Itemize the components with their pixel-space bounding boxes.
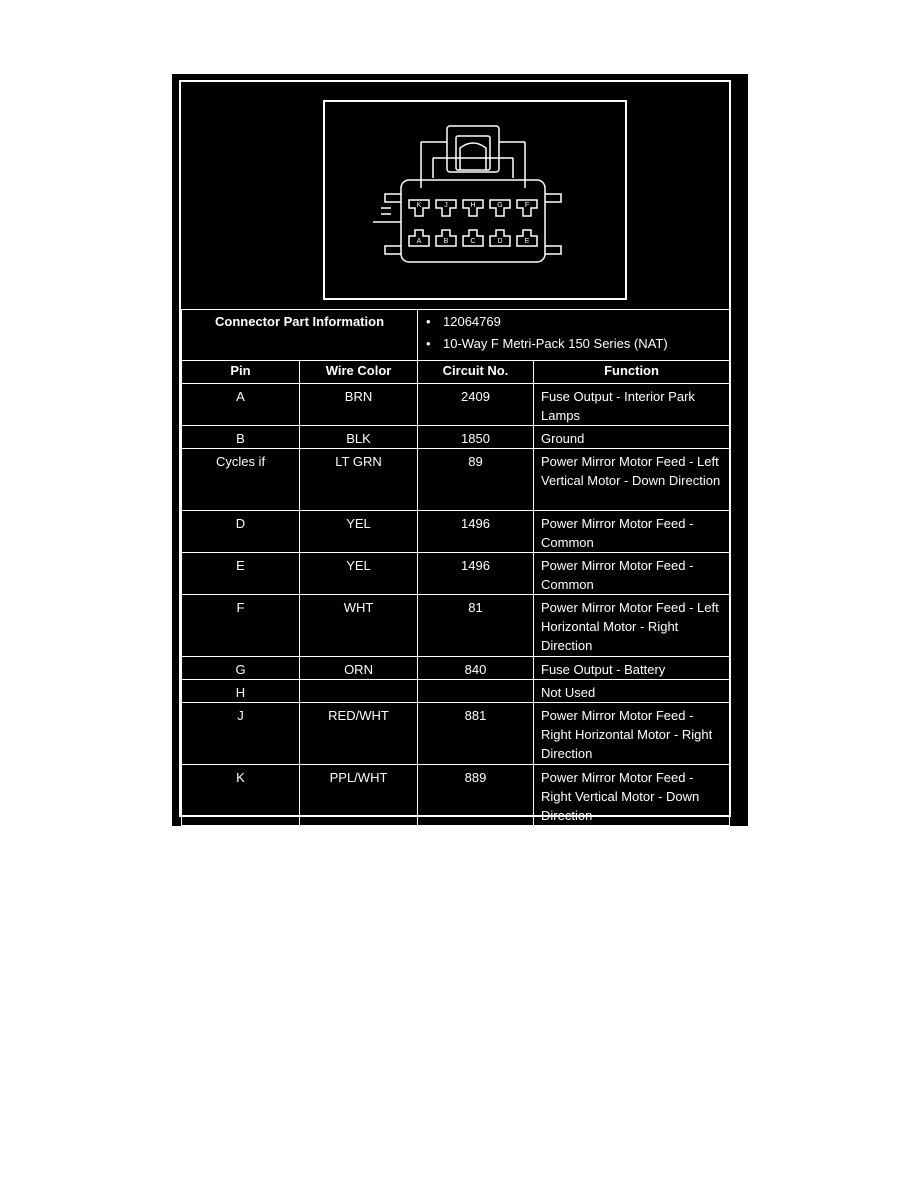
connector-info-row (182, 310, 730, 361)
wire-color-cell (300, 680, 418, 703)
function-cell: Power Mirror Motor Feed - Common (534, 511, 730, 553)
pin-cell: F (182, 595, 300, 657)
table-row (182, 680, 730, 703)
circuit-cell: 881 (418, 703, 534, 765)
pin-cell: K (182, 765, 300, 826)
table-row (182, 426, 730, 449)
function-cell: Fuse Output - Interior Park Lamps (534, 384, 730, 426)
header-wire-color: Wire Color (300, 361, 418, 384)
pin-cavity-j (436, 200, 456, 216)
pin-cavity-d (490, 230, 510, 246)
circuit-cell: 1496 (418, 511, 534, 553)
pin-cell: G (182, 657, 300, 680)
function-cell: Power Mirror Motor Feed - Right Vertical Motor - Down Direction (534, 765, 730, 826)
header-function: Function (534, 361, 730, 384)
circuit-cell: 89 (418, 449, 534, 511)
function-cell: Power Mirror Motor Feed - Left Vertical Motor - Down Direction (534, 449, 730, 511)
pin-cavity-f (517, 200, 537, 216)
wire-color-cell: BLK (300, 426, 418, 449)
table-row (182, 553, 730, 595)
circuit-cell (418, 680, 534, 703)
connector-info-values (418, 310, 730, 361)
wire-color-cell: RED/WHT (300, 703, 418, 765)
pin-cavity-c (463, 230, 483, 246)
circuit-cell: 1850 (418, 426, 534, 449)
header-circuit-no: Circuit No. (418, 361, 534, 384)
function-cell: Power Mirror Motor Feed - Left Horizontal Motor - Right Direction (534, 595, 730, 657)
pin-letter: A (416, 238, 422, 245)
header-pin: Pin (182, 361, 300, 384)
pin-cell: B (182, 426, 300, 449)
pin-cavity-b (436, 230, 456, 246)
table-row (182, 703, 730, 765)
wire-color-cell: YEL (300, 553, 418, 595)
connector-series: • 10-Way F Metri-Pack 150 Series (NAT) (426, 333, 729, 355)
table-row (182, 595, 730, 657)
function-cell: Power Mirror Motor Feed - Common (534, 553, 730, 595)
connector-drawing (325, 102, 625, 298)
pin-cavity-k (409, 200, 429, 216)
connector-info-label: Connector Part Information (182, 310, 418, 361)
function-cell: Ground (534, 426, 730, 449)
pin-letter: G (497, 202, 503, 209)
pin-cavity-e (517, 230, 537, 246)
pin-cell: Cycles if (182, 449, 300, 511)
pin-cell: E (182, 553, 300, 595)
wire-color-cell: ORN (300, 657, 418, 680)
pin-letter: C (470, 238, 476, 245)
document-panel (172, 74, 748, 826)
circuit-cell: 1496 (418, 553, 534, 595)
pin-cell: D (182, 511, 300, 553)
function-cell: Power Mirror Motor Feed - Right Horizontal Motor - Right Direction (534, 703, 730, 765)
wire-color-cell: BRN (300, 384, 418, 426)
pin-letter: F (524, 202, 530, 209)
table-row (182, 765, 730, 826)
table-row (182, 657, 730, 680)
pin-letter: B (443, 238, 449, 245)
document-frame (179, 80, 731, 823)
function-cell: Not Used (534, 680, 730, 703)
header-row (182, 361, 730, 384)
pinout-table (181, 309, 730, 826)
connector-diagram (323, 100, 627, 300)
pin-cavity-g (490, 200, 510, 216)
wire-color-cell: LT GRN (300, 449, 418, 511)
circuit-cell: 889 (418, 765, 534, 826)
wire-color-cell: YEL (300, 511, 418, 553)
wire-color-cell: PPL/WHT (300, 765, 418, 826)
pin-cell: A (182, 384, 300, 426)
function-cell: Fuse Output - Battery (534, 657, 730, 680)
pin-letter: J (444, 202, 448, 209)
table-row (182, 384, 730, 426)
pin-letter: K (416, 202, 422, 209)
pin-letter: D (497, 238, 503, 245)
pin-cell: H (182, 680, 300, 703)
pin-cavity-a (409, 230, 429, 246)
circuit-cell: 81 (418, 595, 534, 657)
table-row (182, 449, 730, 511)
table-row (182, 511, 730, 553)
wire-color-cell: WHT (300, 595, 418, 657)
pin-cavities (409, 200, 537, 246)
circuit-cell: 2409 (418, 384, 534, 426)
circuit-cell: 840 (418, 657, 534, 680)
pin-cavity-h (463, 200, 483, 216)
pin-cell: J (182, 703, 300, 765)
part-number: • 12064769 (426, 311, 729, 333)
pin-letter: H (470, 202, 476, 209)
pin-letter: E (524, 238, 530, 245)
